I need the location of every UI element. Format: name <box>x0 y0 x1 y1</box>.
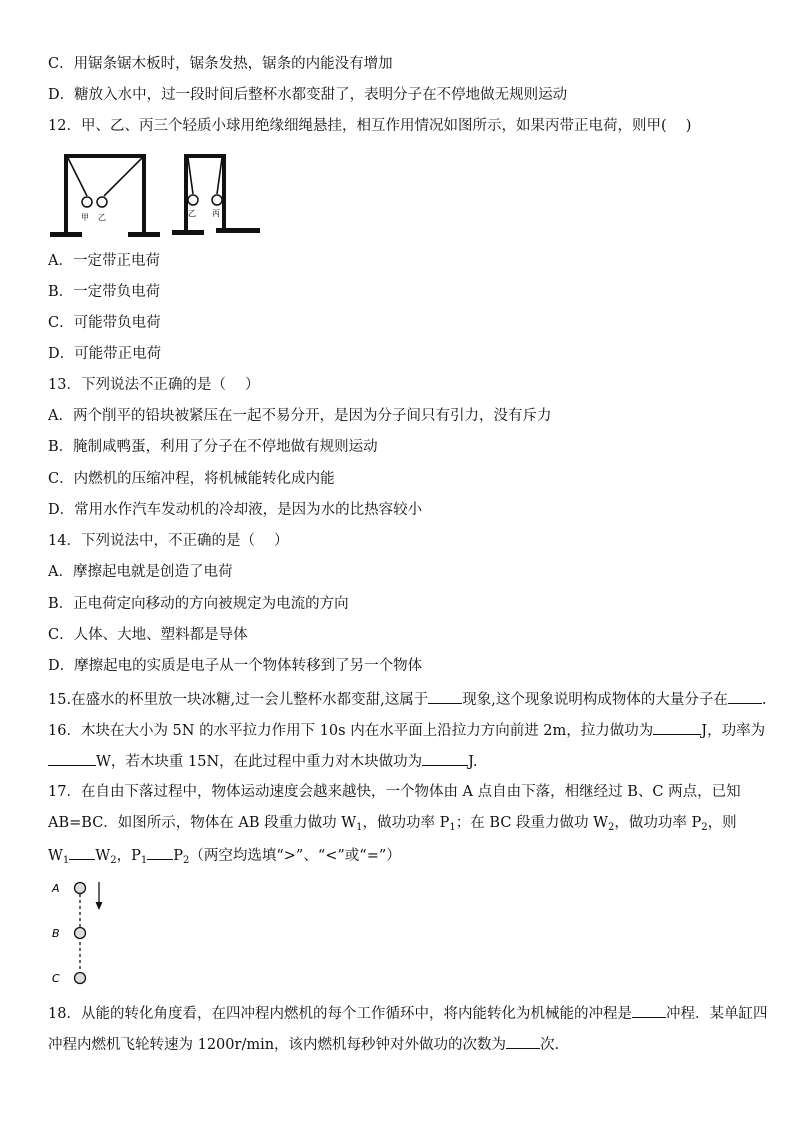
point-a-label: A <box>52 882 60 895</box>
question-18-line-2 <box>48 1034 559 1054</box>
sub-1: 1 <box>356 822 363 833</box>
ball-c <box>75 973 86 984</box>
q13-option-b: B．腌制咸鸭蛋，利用了分子在不停地做有规则运动 <box>48 439 378 455</box>
p-label-2: P <box>173 848 183 864</box>
q12-option-c: C．可能带负电荷 <box>48 315 161 331</box>
w-label-2: W <box>95 848 111 864</box>
ball-left-2 <box>97 197 107 207</box>
q12-option-b: B．一定带负电荷 <box>48 284 161 300</box>
q17-text-e: ，则 <box>707 815 737 831</box>
sub-p1: 1 <box>140 855 148 866</box>
label-jia: 甲 <box>81 213 89 222</box>
q14-option-a: A．摩擦起电就是创造了电荷 <box>48 564 233 580</box>
q17-comma: ， <box>116 848 132 864</box>
ball-a <box>75 883 86 894</box>
label-yi-right: 乙 <box>188 209 196 218</box>
q17-blank-1[interactable] <box>69 845 95 860</box>
q12-option-a: A．一定带正电荷 <box>48 253 160 269</box>
q16-blank-1[interactable] <box>653 720 701 735</box>
sub-2: 2 <box>608 822 615 833</box>
q17-blank-2[interactable] <box>147 845 173 860</box>
question-17-line-3 <box>48 845 401 865</box>
q16-text-4: J. <box>468 754 478 770</box>
question-14: 14．下列说法中，不正确的是（ ） <box>48 533 289 549</box>
ball-left-1 <box>82 197 92 207</box>
ball-b <box>75 928 86 939</box>
q15-text-3: . <box>761 692 767 708</box>
q16-blank-2[interactable] <box>48 751 96 766</box>
q18-text-4: 次. <box>540 1037 560 1053</box>
w-label-1: W <box>48 848 63 864</box>
q16-text-3: W，若木块重 15N，在此过程中重力对木块做功为 <box>96 754 423 770</box>
q17-text-a: AB=BC．如图所示，物体在 AB 段重力做功 W <box>48 815 357 831</box>
q14-option-c: C．人体、大地、塑料都是导体 <box>48 627 248 643</box>
question-17-line-2 <box>48 814 737 832</box>
point-c-label: C <box>52 972 60 985</box>
sub-w1: 1 <box>62 855 70 866</box>
question-18-line-1 <box>48 1003 767 1023</box>
q14-option-d: D．摩擦起电的实质是电子从一个物体转移到了另一个物体 <box>48 658 423 674</box>
q16-text-2: J，功率为 <box>701 723 766 739</box>
figure-12-hanging-balls <box>48 150 288 240</box>
question-13: 13．下列说法不正确的是（ ） <box>48 377 260 393</box>
q13-option-a: A．两个削平的铅块被紧压在一起不易分开，是因为分子间只有引力，没有斥力 <box>48 408 552 424</box>
question-12: 12．甲、乙、丙三个轻质小球用绝缘细绳悬挂，相互作用情况如图所示，如果丙带正电荷，则甲( ) <box>48 118 692 134</box>
sub-2b: 2 <box>701 822 708 833</box>
q17-text-f: （两空均选填“>”、“<”或“=”） <box>189 848 401 864</box>
q18-text-3: 冲程内燃机飞轮转速为 1200r/min，该内燃机每秒钟对外做功的次数为 <box>48 1037 507 1053</box>
q15-blank-2[interactable] <box>728 689 762 704</box>
q16-blank-3[interactable] <box>422 751 468 766</box>
q18-blank-2[interactable] <box>506 1034 540 1049</box>
q18-text-2: 冲程．某单缸四 <box>665 1006 768 1022</box>
q13-option-d: D．常用水作汽车发动机的冷却液，是因为水的比热容较小 <box>48 502 423 518</box>
q16-text-1: 16．木块在大小为 5N 的水平拉力作用下 10s 内在水平面上沿拉力方向前进 2m，拉力做功为 <box>48 723 654 739</box>
q17-text-b: ，做功功率 P <box>362 815 450 831</box>
question-17-line-1: 17．在自由下落过程中，物体运动速度会越来越快，一个物体由 A 点自由下落，相继经过 B、C 两点，已知 <box>48 784 741 800</box>
q15-text-2: 现象,这个现象说明构成物体的大量分子在 <box>462 692 728 708</box>
sub-p2: 2 <box>182 855 190 866</box>
option-d-prev: D．糖放入水中，过一段时间后整杯水都变甜了，表明分子在不停地做无规则运动 <box>48 87 568 103</box>
q14-option-b: B．正电荷定向移动的方向被规定为电流的方向 <box>48 596 349 612</box>
label-yi-left: 乙 <box>98 213 106 222</box>
p-label-1: P <box>131 848 141 864</box>
q17-text-d: ，做功功率 P <box>614 815 702 831</box>
q17-text-c: ；在 BC 段重力做功 W <box>455 815 609 831</box>
question-16-line-1 <box>48 720 765 740</box>
question-15 <box>48 689 767 709</box>
q15-blank-1[interactable] <box>428 689 462 704</box>
q18-text-1: 18．从能的转化角度看，在四冲程内燃机的每个工作循环中，将内能转化为机械能的冲程是 <box>48 1006 632 1022</box>
sub-w2: 2 <box>110 855 117 866</box>
figure-17-falling-object <box>48 878 118 988</box>
question-16-line-2 <box>48 751 477 771</box>
ball-right-1 <box>188 195 198 205</box>
q13-option-c: C．内燃机的压缩冲程，将机械能转化成内能 <box>48 471 335 487</box>
option-c-prev: C．用锯条锯木板时，锯条发热，锯条的内能没有增加 <box>48 56 393 72</box>
q12-option-d: D．可能带正电荷 <box>48 346 162 362</box>
q18-blank-1[interactable] <box>632 1003 666 1018</box>
ball-right-2 <box>212 195 222 205</box>
point-b-label: B <box>52 927 60 940</box>
sub-1b: 1 <box>449 822 456 833</box>
label-bing: 丙 <box>212 209 220 218</box>
q15-text-1: 15.在盛水的杯里放一块冰糖,过一会儿整杯水都变甜,这属于 <box>48 692 429 708</box>
